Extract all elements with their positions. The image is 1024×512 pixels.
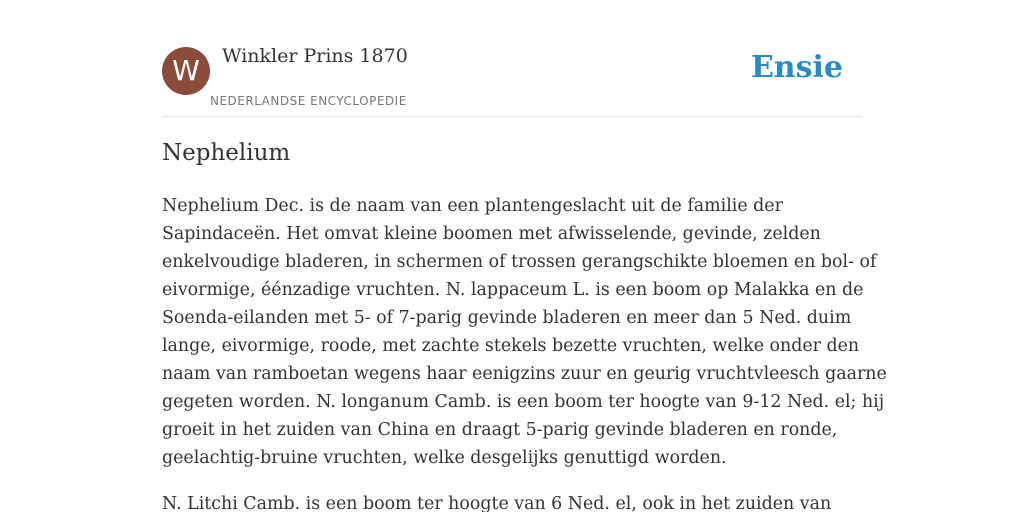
article-body	[162, 192, 887, 512]
text-line: enkelvoudige bladeren, in schermen of trossen gerangschikte bloemen en bol- of	[162, 252, 877, 272]
article-paragraph-1	[162, 192, 887, 472]
text-line: naam van ramboetan wegens haar eenigzins zuur en geurig vruchtvleesch gaarne	[162, 364, 887, 384]
text-line: Sapindaceën. Het omvat kleine boomen met afwisselende, gevinde, zelden	[162, 224, 821, 244]
text-line: lange, eivormige, roode, met zachte stekels bezette vruchten, welke onder den	[162, 336, 860, 356]
text-line: Nephelium Dec. is de naam van een plantengeslacht uit de familie der	[162, 196, 783, 216]
text-line: N. Litchi Camb. is een boom ter hoogte van 6 Ned. el, ook in het zuiden van	[162, 494, 832, 512]
text-line: eivormige, éénzadige vruchten. N. lappaceum L. is een boom op Malakka en de	[162, 280, 864, 300]
source-title[interactable]: Winkler Prins 1870	[222, 45, 408, 67]
article-paragraph-2	[162, 490, 862, 512]
header	[162, 0, 862, 117]
text-line: geelachtig-bruine vruchten, welke desgelijks genuttigd worden.	[162, 448, 727, 468]
text-line: Soenda-eilanden met 5- of 7-parig gevinde bladeren en meer dan 5 Ned. duim	[162, 308, 852, 328]
source-subtitle: NEDERLANDSE ENCYCLOPEDIE	[210, 94, 407, 108]
ensie-logo-link[interactable]: Ensie	[750, 50, 843, 85]
source-avatar[interactable]: W	[162, 47, 210, 95]
text-line: groeit in het zuiden van China en draagt 5-parig gevinde bladeren en ronde,	[162, 420, 838, 440]
text-line: gegeten worden. N. longanum Camb. is een boom ter hoogte van 9-12 Ned. el; hij	[162, 392, 885, 412]
entry-title: Nephelium	[162, 140, 291, 166]
